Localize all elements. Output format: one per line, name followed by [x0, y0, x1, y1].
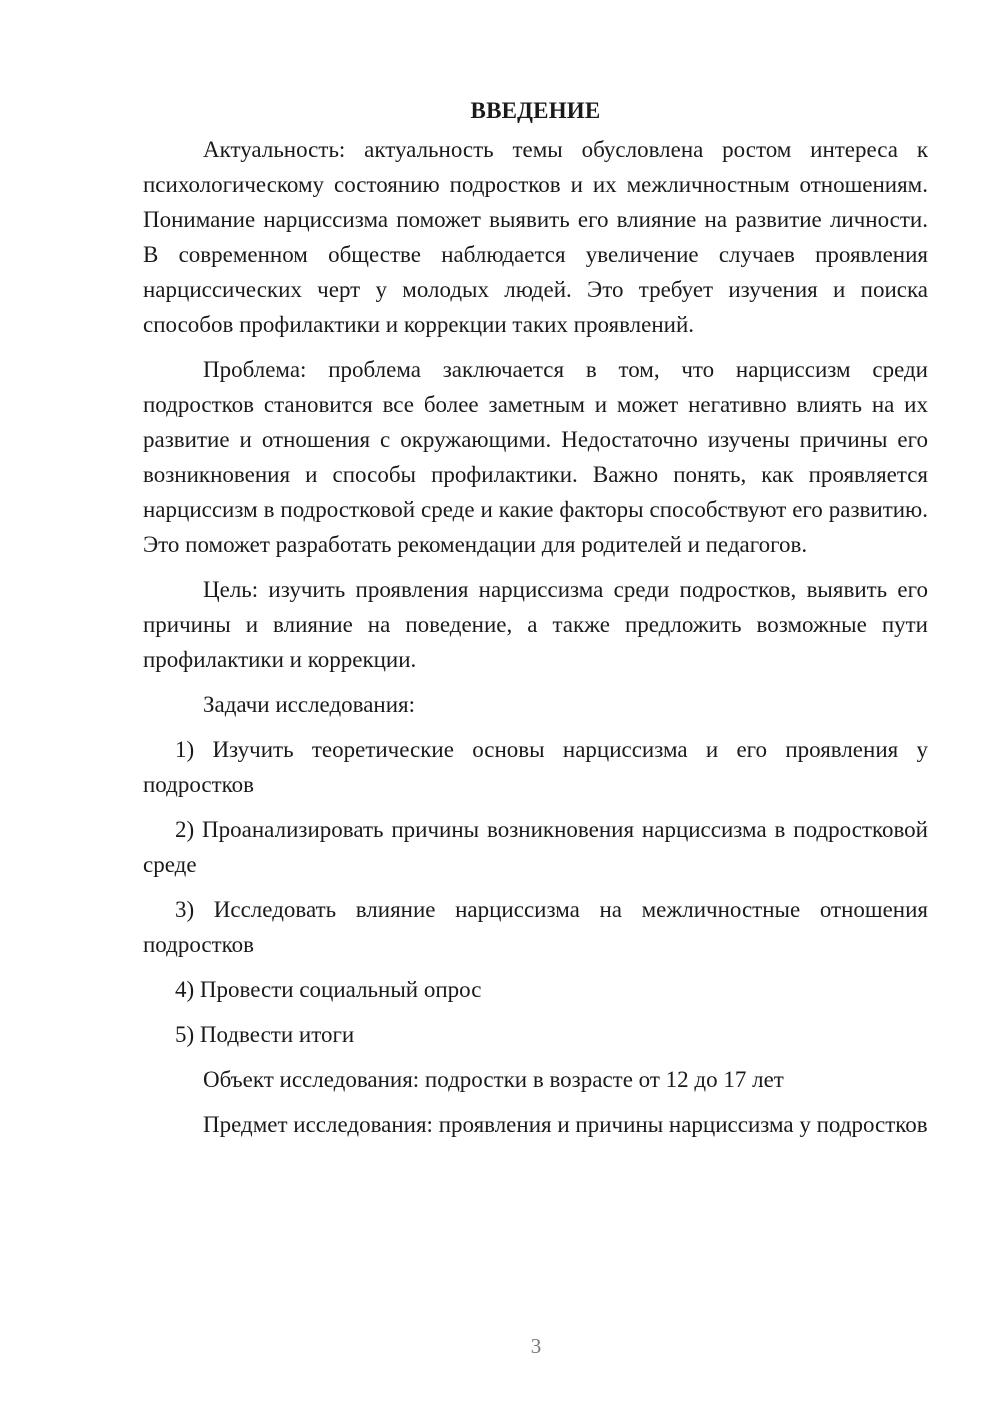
paragraph-subject: Предмет исследования: проявления и причины нарциссизма у подростков	[203, 1112, 928, 1137]
paragraph-object: Объект исследования: подростки в возрасте от 12 до 17 лет	[203, 1067, 784, 1092]
section-title: ВВЕДЕНИЕ	[470, 98, 601, 123]
task-item-2: 2) Проанализировать причины возникновения нарциссизма в подростковой среде	[143, 817, 928, 877]
task-item-1: 1) Изучить теоретические основы нарциссизма и его проявления у подростков	[143, 737, 928, 797]
page-number: 3	[530, 1334, 542, 1358]
task-item-3: 3) Исследовать влияние нарциссизма на межличностные отношения подростков	[143, 897, 928, 957]
paragraph-goal: Цель: изучить проявления нарциссизма среди подростков, выявить его причины и влияние на поведение, а также предложить возможные пути профилактики и коррекции.	[143, 577, 928, 672]
task-item-5: 5) Подвести итоги	[175, 1022, 355, 1047]
paragraph-problem: Проблема: проблема заключается в том, что нарциссизм среди подростков становится все более заметным и может негативно влиять на их развитие и отношения с окружающими. Недостаточно изучены причины его возникновения и способы профилактики. Важно понять, как проявляется нарциссизм в подростковой среде и какие факторы способствуют его развитию. Это поможет разработать рекомендации для родителей и педагогов.	[143, 357, 928, 557]
paragraph-relevance: Актуальность: актуальность темы обусловлена ростом интереса к психологическому состоянию подростков и их межличностным отношениям. Понимание нарциссизма поможет выявить его влияние на развитие личности. В современном обществе наблюдается увеличение случаев проявления нарциссических черт у молодых людей. Это требует изучения и поиска способов профилактики и коррекции таких проявлений.	[143, 137, 928, 337]
page-content	[143, 96, 928, 1152]
tasks-heading: Задачи исследования:	[203, 692, 416, 717]
task-item-4: 4) Провести социальный опрос	[175, 977, 482, 1002]
